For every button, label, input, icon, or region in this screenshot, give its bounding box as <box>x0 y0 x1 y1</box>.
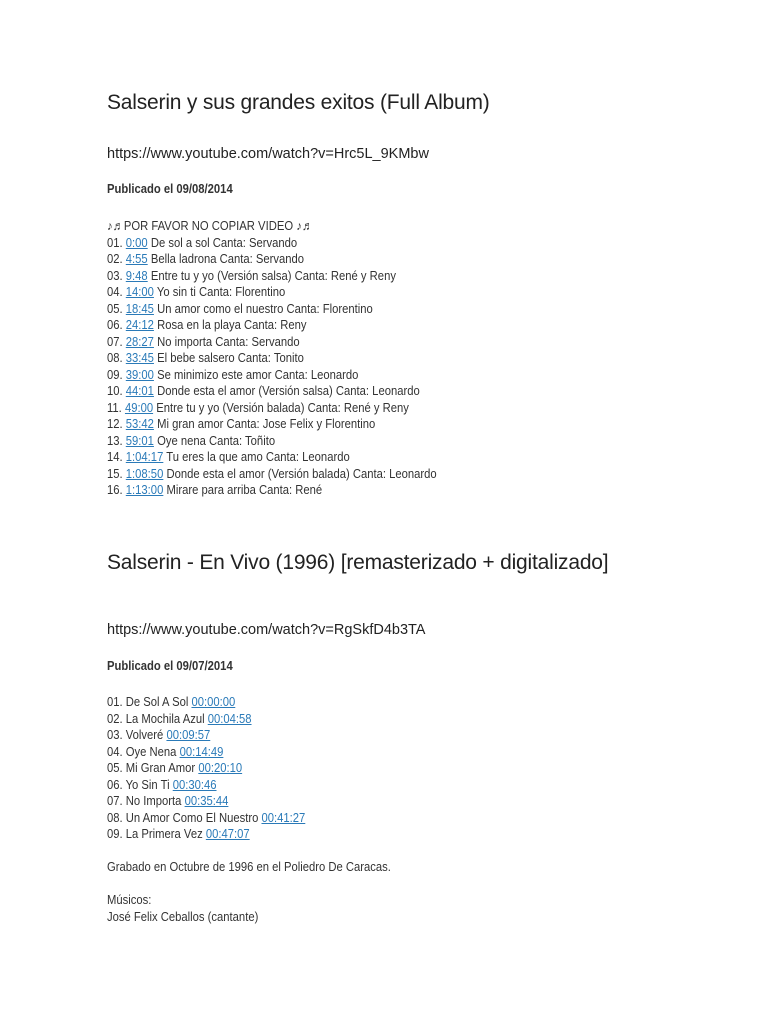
track-timestamp-link[interactable]: 00:09:57 <box>166 728 211 742</box>
track-timestamp-link[interactable]: 4:55 <box>125 252 148 266</box>
musicians-label: Músicos: <box>107 893 152 907</box>
track-number: 07. <box>107 334 123 349</box>
track-timestamp-link[interactable]: 00:30:46 <box>172 777 217 792</box>
track-number: 03. <box>107 268 123 283</box>
track-title: Mirare para arriba Canta: René <box>166 483 323 497</box>
track-title: La Mochila Azul <box>125 711 205 726</box>
track-number: 05. <box>107 761 123 775</box>
track-number: 16. <box>107 483 123 497</box>
track-timestamp-link[interactable]: 1:08:50 <box>125 466 164 481</box>
section1-url: https://www.youtube.com/watch?v=Hrc5L_9KMbw <box>107 146 429 162</box>
track-line <box>107 810 305 827</box>
track-title: El bebe salsero Canta: Tonito <box>157 351 304 365</box>
track-line <box>107 268 437 285</box>
track-timestamp-link[interactable]: 9:48 <box>125 268 148 283</box>
track-timestamp-link[interactable]: 1:04:17 <box>125 450 164 464</box>
track-title: Bella ladrona Canta: Servando <box>150 252 305 266</box>
track-title: Se minimizo este amor Canta: Leonardo <box>157 367 359 382</box>
track-timestamp-link[interactable]: 39:00 <box>125 367 154 382</box>
section2-url: https://www.youtube.com/watch?v=RgSkfD4b3TA <box>107 622 426 638</box>
musician-entry: José Felix Ceballos (cantante) <box>107 909 259 924</box>
track-title: Entre tu y yo (Versión balada) Canta: René y Reny <box>156 400 409 415</box>
track-title: Un Amor Como El Nuestro <box>125 810 259 825</box>
track-title: Entre tu y yo (Versión salsa) Canta: René y Reny <box>150 268 396 283</box>
track-line <box>107 416 437 433</box>
track-line <box>107 317 437 334</box>
track-timestamp-link[interactable]: 00:00:00 <box>191 695 236 709</box>
track-number: 05. <box>107 301 123 316</box>
track-line <box>107 334 437 351</box>
track-number: 02. <box>107 711 123 726</box>
track-title: De Sol A Sol <box>125 695 189 709</box>
track-line <box>107 793 305 810</box>
track-title: No importa Canta: Servando <box>157 334 300 349</box>
track-line <box>107 466 437 483</box>
track-line <box>107 433 437 450</box>
track-number: 15. <box>107 466 123 481</box>
section2-recorded-note: Grabado en Octubre de 1996 en el Poliedro De Caracas. <box>107 860 391 874</box>
track-line <box>107 383 437 400</box>
track-line <box>107 777 305 794</box>
track-number: 06. <box>107 318 123 332</box>
track-line <box>107 251 437 268</box>
track-timestamp-link[interactable]: 49:00 <box>124 400 154 415</box>
section2-title: Salserin - En Vivo (1996) [remasterizado + digitalizado] <box>107 551 609 574</box>
track-title: Un amor como el nuestro Canta: Florentino <box>157 301 373 316</box>
section1-notice: ♪♬POR FAVOR NO COPIAR VIDEO ♪♬ <box>107 219 314 233</box>
track-timestamp-link[interactable]: 44:01 <box>125 384 154 398</box>
track-title: No Importa <box>125 794 182 808</box>
track-number: 04. <box>107 285 123 299</box>
track-timestamp-link[interactable]: 14:00 <box>125 285 154 299</box>
track-number: 10. <box>107 384 123 398</box>
track-line <box>107 711 305 728</box>
track-timestamp-link[interactable]: 18:45 <box>125 301 154 316</box>
track-number: 02. <box>107 252 123 266</box>
track-title: Oye nena Canta: Toñito <box>157 433 276 448</box>
track-timestamp-link[interactable]: 00:35:44 <box>184 794 229 808</box>
track-title: Volveré <box>125 728 164 742</box>
track-line <box>107 694 305 711</box>
track-title: Donde esta el amor (Versión salsa) Canta: Leonardo <box>157 384 420 398</box>
track-title: Tu eres la que amo Canta: Leonardo <box>166 450 350 464</box>
track-line <box>107 235 437 252</box>
track-timestamp-link[interactable]: 00:47:07 <box>205 827 250 841</box>
track-timestamp-link[interactable]: 00:14:49 <box>179 744 224 759</box>
track-timestamp-link[interactable]: 59:01 <box>125 433 154 448</box>
track-timestamp-link[interactable]: 33:45 <box>125 351 154 365</box>
track-title: Mi gran amor Canta: Jose Felix y Florentino <box>157 417 376 431</box>
track-timestamp-link[interactable]: 24:12 <box>125 318 154 332</box>
track-line <box>107 367 437 384</box>
track-title: Oye Nena <box>125 744 177 759</box>
track-timestamp-link[interactable]: 0:00 <box>125 235 148 250</box>
track-timestamp-link[interactable]: 00:04:58 <box>207 711 252 726</box>
track-line <box>107 482 437 499</box>
track-number: 09. <box>107 367 123 382</box>
track-line <box>107 449 437 466</box>
track-title: Donde esta el amor (Versión balada) Canta: Leonardo <box>166 466 437 481</box>
section2-musicians <box>107 892 258 925</box>
section2-tracklist <box>107 694 305 843</box>
track-timestamp-link[interactable]: 00:41:27 <box>261 810 306 825</box>
track-line <box>107 301 437 318</box>
track-number: 13. <box>107 433 123 448</box>
track-line <box>107 284 437 301</box>
track-number: 08. <box>107 810 123 825</box>
track-line <box>107 727 305 744</box>
track-line <box>107 400 437 417</box>
section1-tracklist <box>107 218 437 499</box>
track-line <box>107 350 437 367</box>
track-title: De sol a sol Canta: Servando <box>150 235 298 250</box>
track-number: 01. <box>107 235 123 250</box>
track-number: 12. <box>107 417 123 431</box>
track-number: 09. <box>107 827 123 841</box>
track-title: Yo Sin Ti <box>125 777 170 792</box>
track-line <box>107 826 305 843</box>
track-number: 03. <box>107 728 123 742</box>
track-number: 07. <box>107 794 123 808</box>
track-number: 14. <box>107 450 123 464</box>
track-number: 08. <box>107 351 123 365</box>
section1-published-date: Publicado el 09/08/2014 <box>107 182 233 196</box>
track-number: 01. <box>107 695 123 709</box>
track-number: 11. <box>107 400 122 415</box>
track-timestamp-link[interactable]: 1:13:00 <box>125 483 164 497</box>
track-timestamp-link[interactable]: 53:42 <box>125 417 154 431</box>
track-number: 06. <box>107 777 123 792</box>
track-title: La Primera Vez <box>125 827 203 841</box>
track-number: 04. <box>107 744 123 759</box>
track-title: Mi Gran Amor <box>125 761 196 775</box>
section2-published-date: Publicado el 09/07/2014 <box>107 659 233 673</box>
track-line <box>107 760 305 777</box>
track-line <box>107 744 305 761</box>
section1-title: Salserin y sus grandes exitos (Full Album) <box>107 91 490 114</box>
track-timestamp-link[interactable]: 28:27 <box>125 334 154 349</box>
track-title: Yo sin ti Canta: Florentino <box>156 285 286 299</box>
track-title: Rosa en la playa Canta: Reny <box>157 318 307 332</box>
track-timestamp-link[interactable]: 00:20:10 <box>198 761 243 775</box>
